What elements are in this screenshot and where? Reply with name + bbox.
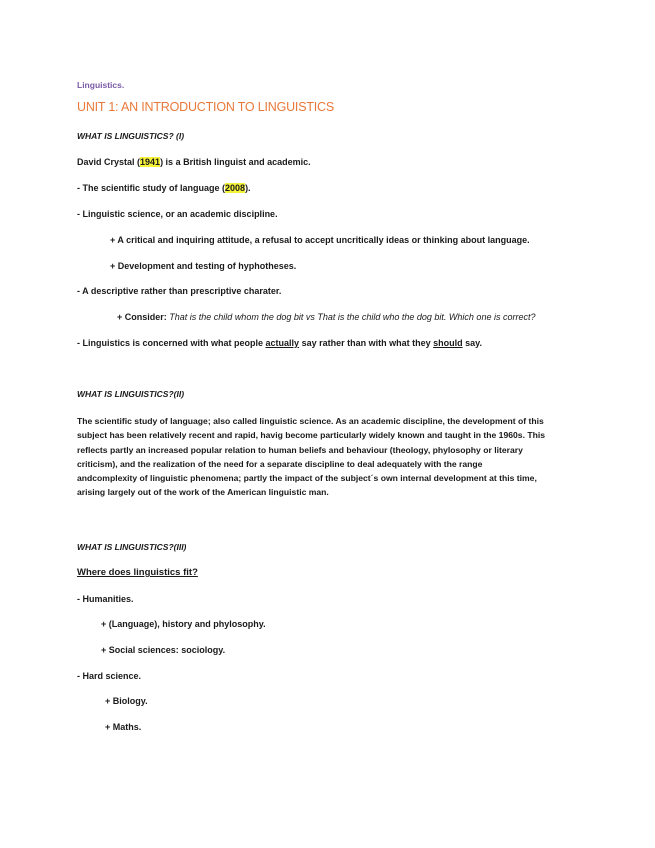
paragraph-line: andcomplexity of linguistic phenomena; partly the impact of the subject´s own internal development at this time, [77,473,537,484]
concern-mid: say rather than with what they [299,338,434,348]
study-line [77,182,251,194]
hard-science-sub-2: + Maths. [105,722,142,732]
descriptive-line: - A descriptive rather than prescriptive charater. [77,286,282,296]
humanities-sub-2: + Social sciences: sociology. [101,645,226,655]
consider-text: That is the child whom the dog bit vs That is the child who the dog bit. Which one is correct? [169,312,536,322]
paragraph-line: reflects partly an increased popular relation to human beliefs and behaviour (theology, phylosophy or literary [77,444,523,455]
concern-post: say. [462,338,482,348]
concern-line [77,337,482,349]
section3-heading: WHAT IS LINGUISTICS?(III) [77,542,187,552]
concern-actually: actually [265,338,300,348]
hard-science-line: - Hard science. [77,671,142,681]
crystal-pre: David Crystal ( [77,157,141,167]
paragraph-line: arising largely out of the work of the American linguistic man. [77,487,329,498]
humanities-line: - Humanities. [77,594,134,604]
hard-science-sub-1: + Biology. [105,696,148,706]
sub-point-1: + A critical and inquiring attitude, a refusal to accept uncritically ideas or thinking about language. [110,235,530,245]
paragraph-line: criticism), and the realization of the need for a separate discipline to deal adequately with the range [77,458,483,469]
study-year: 2008 [225,183,246,193]
section1-heading: WHAT IS LINGUISTICS? (I) [77,131,185,141]
paragraph-line: The scientific study of language; also called linguistic science. As an academic discipline, the development of this [77,416,544,426]
crystal-year: 1941 [140,157,161,167]
consider-line [117,311,535,323]
study-post: ). [245,183,251,193]
science-line: - Linguistic science, or an academic discipline. [77,209,278,219]
header-tag: Linguistics. [77,80,125,90]
section2-heading: WHAT IS LINGUISTICS?(II) [77,389,185,399]
humanities-sub-1: + (Language), history and phylosophy. [101,619,266,629]
study-pre: - The scientific study of language ( [77,183,226,193]
section2-paragraph [77,414,582,500]
unit-title: UNIT 1: AN INTRODUCTION TO LINGUISTICS [77,100,335,114]
paragraph-line: subject has been relatively recent and rapid, havig become particularly widely known and taught in the 1960s. This [77,430,546,441]
where-fit-line: Where does linguistics fit? [77,567,198,578]
concern-pre: - Linguistics is concerned with what people [77,338,266,348]
concern-should: should [433,338,463,348]
consider-label: + Consider: [117,312,167,322]
sub-point-2: + Development and testing of hyphotheses. [110,261,297,271]
crystal-line [77,156,311,168]
crystal-post: ) is a British linguist and academic. [160,157,311,167]
